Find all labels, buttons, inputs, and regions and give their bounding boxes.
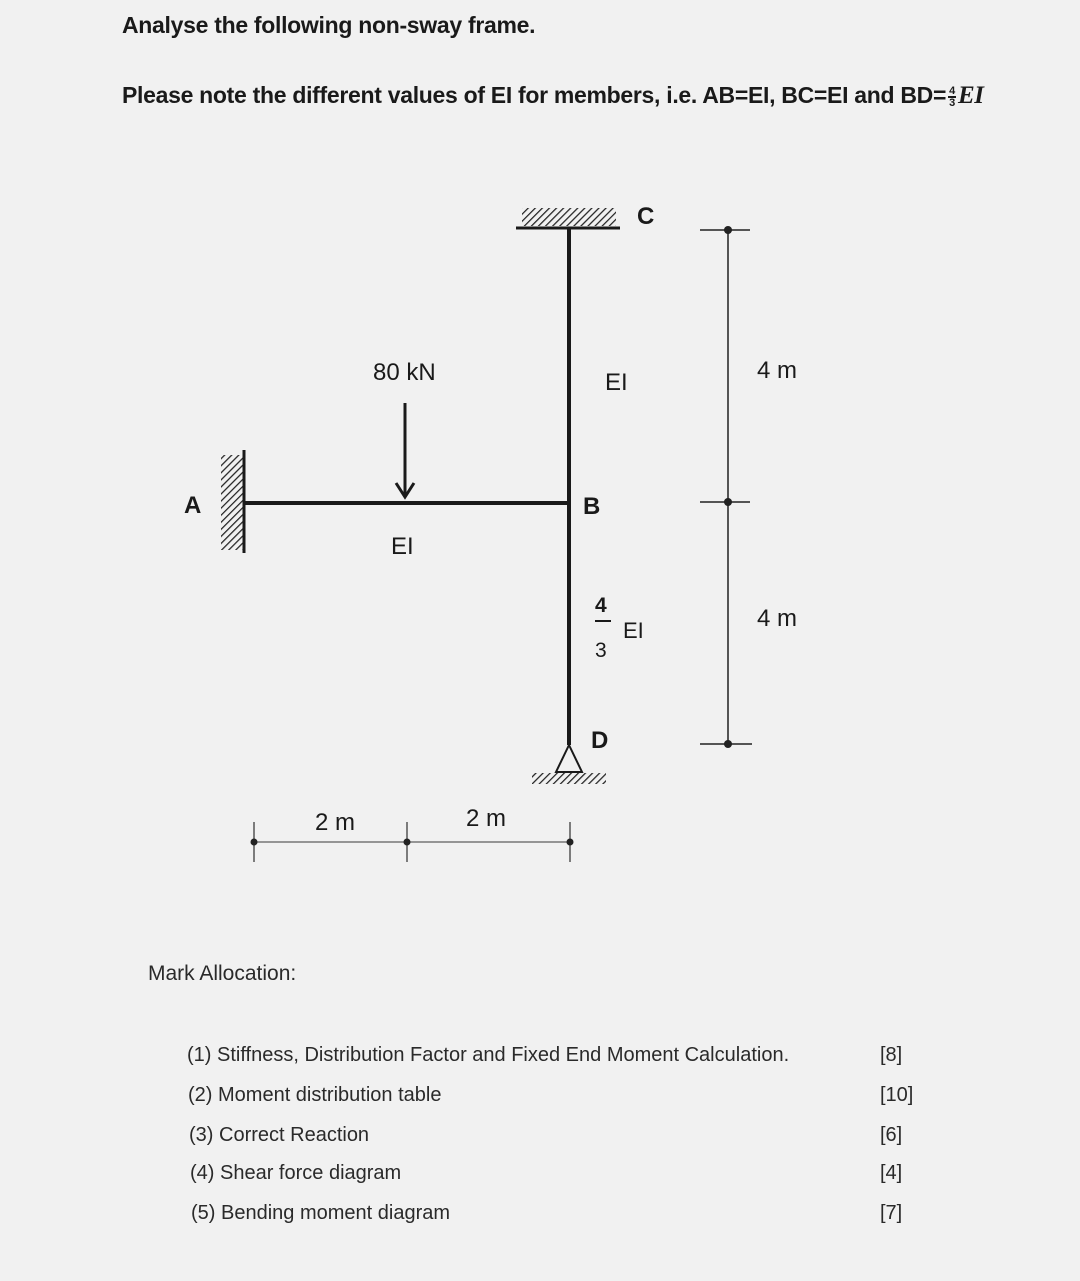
joint-label-b: B — [583, 493, 601, 520]
fixed-support-a — [221, 455, 243, 550]
fixed-support-c — [522, 208, 616, 226]
question-title: Analyse the following non-sway frame. — [122, 12, 536, 38]
dimension-label-upper: 4 m — [757, 357, 798, 384]
vertical-dim-dot-mid — [724, 498, 732, 506]
pin-support-d — [556, 745, 582, 772]
member-bd-fraction-denominator: 3 — [595, 639, 607, 662]
mark-item-label: (3) Correct Reaction — [189, 1124, 370, 1146]
mark-item-label: (4) Shear force diagram — [190, 1162, 402, 1184]
horizontal-dim-dot-mid — [404, 839, 411, 846]
mark-item-label: (2) Moment distribution table — [188, 1084, 442, 1106]
dimension-label-right: 2 m — [466, 805, 507, 832]
mark-item-label: (1) Stiffness, Distribution Factor and Fixed End Moment Calculation. — [187, 1044, 790, 1066]
mark-item-value: [7] — [880, 1202, 903, 1224]
note-suffix: EI — [957, 82, 984, 109]
horizontal-dim-dot-left — [251, 839, 258, 846]
member-bd-fraction-numerator: 4 — [595, 594, 607, 617]
dimension-label-left: 2 m — [315, 809, 356, 836]
mark-allocation-heading: Mark Allocation: — [148, 962, 297, 985]
member-ab-ei-label: EI — [391, 533, 414, 560]
load-label: 80 kN — [373, 359, 436, 386]
mark-item-value: [10] — [880, 1084, 914, 1106]
vertical-dim-dot-top — [724, 226, 732, 234]
member-bd-ei-label: EI — [623, 618, 644, 643]
joint-label-c: C — [637, 203, 655, 230]
mark-item-value: [4] — [880, 1162, 903, 1184]
mark-item-value: [6] — [880, 1124, 903, 1146]
pin-support-d-ground — [532, 773, 606, 784]
vertical-dim-dot-bottom — [724, 740, 732, 748]
mark-item-value: [8] — [880, 1044, 903, 1066]
dimension-label-lower: 4 m — [757, 605, 798, 632]
note-fraction-numerator: 4 — [949, 84, 955, 97]
member-bc-ei-label: EI — [605, 369, 628, 396]
mark-item-label: (5) Bending moment diagram — [191, 1202, 451, 1224]
horizontal-dim-dot-right — [567, 839, 574, 846]
note-fraction-denominator: 3 — [949, 96, 955, 109]
joint-label-d: D — [591, 727, 609, 754]
note-prefix: Please note the different values of EI for members, i.e. AB=EI, BC=EI and BD= — [122, 82, 947, 108]
joint-label-a: A — [184, 492, 202, 519]
